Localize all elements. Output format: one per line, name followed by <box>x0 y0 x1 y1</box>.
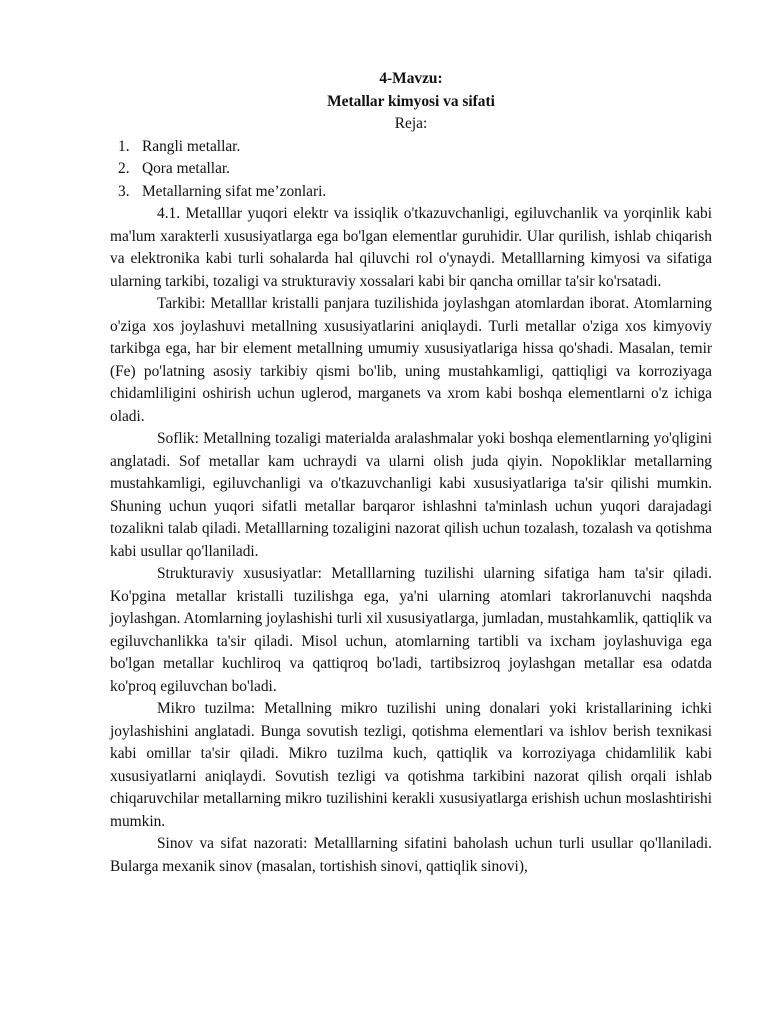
paragraph-structural-properties: Strukturaviy xususiyatlar: Metalllarning tuzilishi ularning sifatiga ham ta'sir qiladi. Ko'pgina metallar kristalli tuzilishga ega, ya'ni ularning atomlari takrorlanuvchi naqshda joylashgan. Atomlarning joylashishi turli xil xususiyatlarga, jumladan, mustahkamlik, qattiqlik va egiluvchanlikka ta'sir qiladi. Misol uchun, atomlarning tartibli va ixcham joylashuviga ega bo'lgan metallar kuchliroq va qattiqroq bo'ladi, tartibsizroq joylashgan metallar esa odatda ko'proq egiluvchan bo'ladi. <box>110 565 713 695</box>
plan-item <box>110 158 712 181</box>
plan-list <box>110 136 712 204</box>
plan-item-number: 1. <box>118 137 130 155</box>
plan-item-text: Qora metallar. <box>142 160 231 177</box>
plan-item <box>110 136 712 159</box>
paragraph-microstructure: Mikro tuzilma: Metallning mikro tuzilishi uning donalari yoki kristallarining ichki joylashishini anglatadi. Bunga sovutish tezligi, qotishma elementlari va ishlov berish texnikasi kabi omillar ta'sir qiladi. Mikro tuzilma kuch, qattiqlik va korroziyaga chidamlilik kabi xususiyatlarni aniqlaydi. Sovutish tezligi va qotishma tarkibini nazorat qilish orqali ishlab chiqaruvchilar metallarning mikro tuzilishini kerakli xususiyatlarga erishish uchun moslashtirishi mumkin. <box>110 700 712 830</box>
plan-label: Reja: <box>394 115 428 132</box>
topic-heading: 4-Mavzu: <box>379 70 443 87</box>
paragraph-purity: Soflik: Metallning tozaligi materialda aralashmalar yoki boshqa elementlarning yo'qligini anglatadi. Sof metallar kam uchraydi va ularni olish juda qiyin. Nopokliklar metallarning mustahkamligi, egiluvchanligi va o'tkazuvchanligi kabi xususiyatlariga ta'sir qilishi mumkin. Shuning uchun yuqori sifatli metallar barqaror ishlashni ta'minlash uchun yuqori darajadagi tozalikni talab qiladi. Metalllarning tozaligini nazorat qilish uchun tozalash, tozalash va qotishma kabi usullar qo'llaniladi. <box>110 430 712 560</box>
page-title: Metallar kimyosi va sifati <box>327 92 495 110</box>
paragraph-composition: Tarkibi: Metalllar kristalli panjara tuzilishida joylashgan atomlardan iborat. Atomlarning o'ziga xos joylashuvi metallning xususiyatlarini aniqlaydi. Turli metallar o'ziga xos kimyoviy tarkibga ega, har bir element metallning umumiy xususiyatlariga hissa qo'shadi. Masalan, temir (Fe) po'latning asosiy tarkibiy qismi bo'lib, uning mustahkamligi, qattiqligi va korroziyaga chidamliligini oshirish uchun uglerod, marganets va xrom kabi boshqa elementlarni o'z ichiga oladi. <box>110 295 712 425</box>
plan-item-number: 2. <box>118 160 130 177</box>
document-page <box>110 68 712 878</box>
plan-item-text: Rangli metallar. <box>142 137 241 155</box>
plan-item <box>110 181 712 204</box>
paragraph-testing-quality-control: Sinov va sifat nazorati: Metalllarning sifatini baholash uchun turli usullar qo'llaniladi. Bularga mexanik sinov (masalan, tortishish sinovi, qattiqlik sinovi), <box>110 835 712 875</box>
paragraph-intro: 4.1. Metalllar yuqori elektr va issiqlik o'tkazuvchanligi, egiluvchanlik va yorqinlik kabi ma'lum xarakterli xususiyatlarga ega bo'lgan elementlar guruhidir. Ular qurilish, ishlab chiqarish va elektronika kabi turli sohalarda hal qiluvchi rol o'ynaydi. Metalllarning kimyosi va sifatiga ularning tarkibi, tozaligi va strukturaviy xossalari kabi bir qancha omillar ta'sir ko'rsatadi. <box>110 205 712 290</box>
plan-item-number: 3. <box>118 182 130 200</box>
plan-item-text: Metallarning sifat me’zonlari. <box>142 182 327 200</box>
